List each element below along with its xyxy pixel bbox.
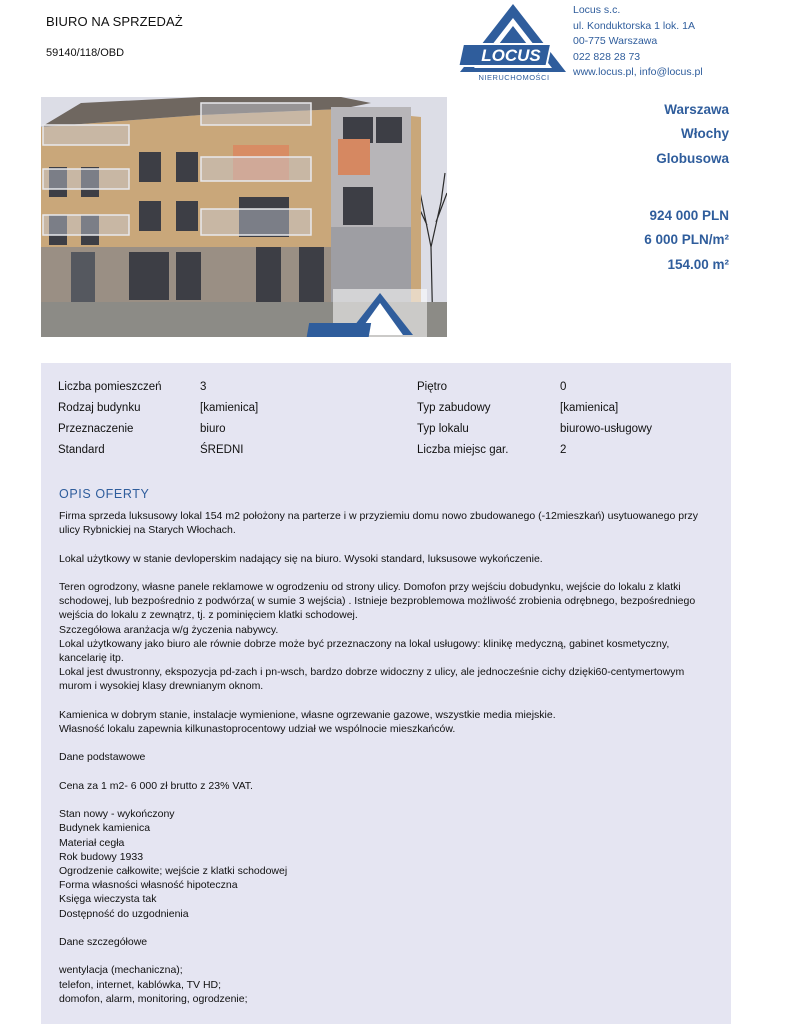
param-value: [kamienica]	[200, 402, 259, 414]
description-line: Rok budowy 1933	[59, 850, 144, 863]
agency-contact	[573, 3, 703, 81]
description-line: murom i wysokiej klasy drewnianym oknom.	[59, 680, 264, 693]
description-line: Lokal jest dwustronny, ekspozycja pd-zach i pn-wsch, bardzo dobrze widoczny z ulicy, ale jednocześnie cichy dzięki60-centymertowym	[59, 666, 685, 679]
description-text	[59, 509, 723, 1006]
param-value: 0	[560, 381, 567, 393]
price-total: 924 000 PLN	[649, 208, 729, 223]
description-heading: OPIS OFERTY	[59, 487, 150, 501]
locus-logo-graphic	[458, 2, 568, 84]
param-value: ŚREDNI	[200, 444, 244, 456]
param-label: Piętro	[417, 381, 448, 393]
description-line: Budynek kamienica	[59, 822, 151, 835]
param-value: 3	[200, 381, 207, 393]
description-line: Cena za 1 m2- 6 000 zł brutto z 23% VAT.	[59, 779, 253, 792]
locus-logo	[458, 2, 568, 84]
description-line: kancelarię itp.	[59, 652, 124, 664]
description-line: Księga wieczysta tak	[59, 893, 157, 906]
location-street: Globusowa	[656, 150, 729, 166]
offer-code: 59140/118/OBD	[46, 47, 125, 59]
param-label: Liczba miejsc gar.	[417, 444, 509, 456]
location-city: Warszawa	[664, 102, 729, 117]
property-photo	[41, 97, 447, 337]
param-label: Standard	[58, 444, 105, 456]
location-district: Włochy	[680, 126, 729, 142]
description-line	[59, 736, 723, 750]
param-label: Przeznaczenie	[58, 423, 134, 435]
description-line: Dane szczegółowe	[59, 935, 148, 948]
description-line: domofon, alarm, monitoring, ogrodzenie;	[59, 992, 248, 1005]
description-line	[59, 793, 723, 807]
price-block	[644, 204, 729, 277]
location-block	[656, 98, 729, 171]
description-line	[59, 949, 723, 963]
description-line: Stan nowy - wykończony	[59, 808, 175, 821]
agency-street: ul. Konduktorska 1 lok. 1A	[573, 19, 695, 32]
description-line	[59, 694, 723, 708]
description-line	[59, 765, 723, 779]
agency-name: Locus s.c.	[573, 4, 621, 16]
param-value: biurowo-usługowy	[560, 423, 653, 435]
description-line: schodowej, lub bezpośrednio z podwórza( w sumie 3 wejścia) . Istnieje bezproblemowa możliwość zrobienia odrębnego, bezpośredniego	[59, 595, 696, 608]
description-line: wejścia do lokalu z zewnątrz, tj. z pominięciem klatki schodowej.	[59, 609, 358, 622]
price-area: 154.00 m²	[667, 256, 729, 272]
description-line: ulicy Rybnickiej na Starych Włochach.	[59, 524, 236, 537]
param-value: biuro	[200, 423, 226, 435]
description-line: Szczegółowa aranżacja w/g życzenia nabywcy.	[59, 623, 279, 636]
logo-brand-text: LOCUS	[481, 46, 541, 65]
description-line: telefon, internet, kablówka, TV HD;	[59, 978, 222, 991]
description-line: Materiał cegła	[59, 836, 125, 849]
description-line: wentylacja (mechaniczna);	[59, 964, 183, 977]
param-label: Liczba pomieszczeń	[58, 381, 162, 393]
param-label: Typ zabudowy	[417, 402, 491, 414]
description-line: Teren ogrodzony, własne panele reklamowe w ogrodzeniu od strony ulicy. Domofon przy wejściu dobudynku, wejście do lokalu z klatki	[59, 580, 681, 593]
logo-tagline-text: NIERUCHOMOŚCI	[478, 73, 550, 82]
description-line: Własność lokalu zapewnia kilkunastoprocentowy udział we wspólnocie mieszkańców.	[59, 723, 456, 735]
agency-city: 00-775 Warszawa	[573, 35, 658, 48]
description-line	[59, 566, 723, 580]
description-line: Dostępność do uzgodnienia	[59, 907, 189, 920]
description-line: Ogrodzenie całkowite; wejście z klatki schodowej	[59, 864, 288, 877]
agency-web: www.locus.pl, info@locus.pl	[573, 66, 703, 79]
description-line: Dane podstawowe	[59, 751, 146, 764]
offer-title: BIURO NA SPRZEDAŻ	[46, 14, 183, 29]
description-line	[59, 537, 723, 551]
description-line	[59, 921, 723, 935]
description-line: Firma sprzeda luksusowy lokal 154 m2 położony na parterze i w przyziemiu domu nowo zbudowanego (-12mieszkań) usytuowanego przy	[59, 510, 699, 522]
param-value: 2	[560, 444, 567, 456]
param-label: Typ lokalu	[417, 423, 469, 435]
description-line: Forma własności własność hipoteczna	[59, 879, 238, 892]
description-line: Lokal użytkowany jako biuro ale równie dobrze może być przeznaczony na lokal usługowy: klinikę medyczną, gabinet kosmetyczny,	[59, 637, 670, 650]
description-line: Kamienica w dobrym stanie, instalacje wymienione, własne ogrzewanie gazowe, wszystkie media miejskie.	[59, 708, 556, 721]
price-per-m2: 6 000 PLN/m²	[644, 232, 729, 248]
param-label: Rodzaj budynku	[58, 402, 141, 414]
details-panel	[41, 363, 731, 1024]
description-line: Lokal użytkowy w stanie devloperskim nadający się na biuro. Wysoki standard, luksusowe wykończenie.	[59, 552, 543, 565]
param-value: [kamienica]	[560, 402, 619, 414]
agency-phone: 022 828 28 73	[573, 50, 641, 63]
